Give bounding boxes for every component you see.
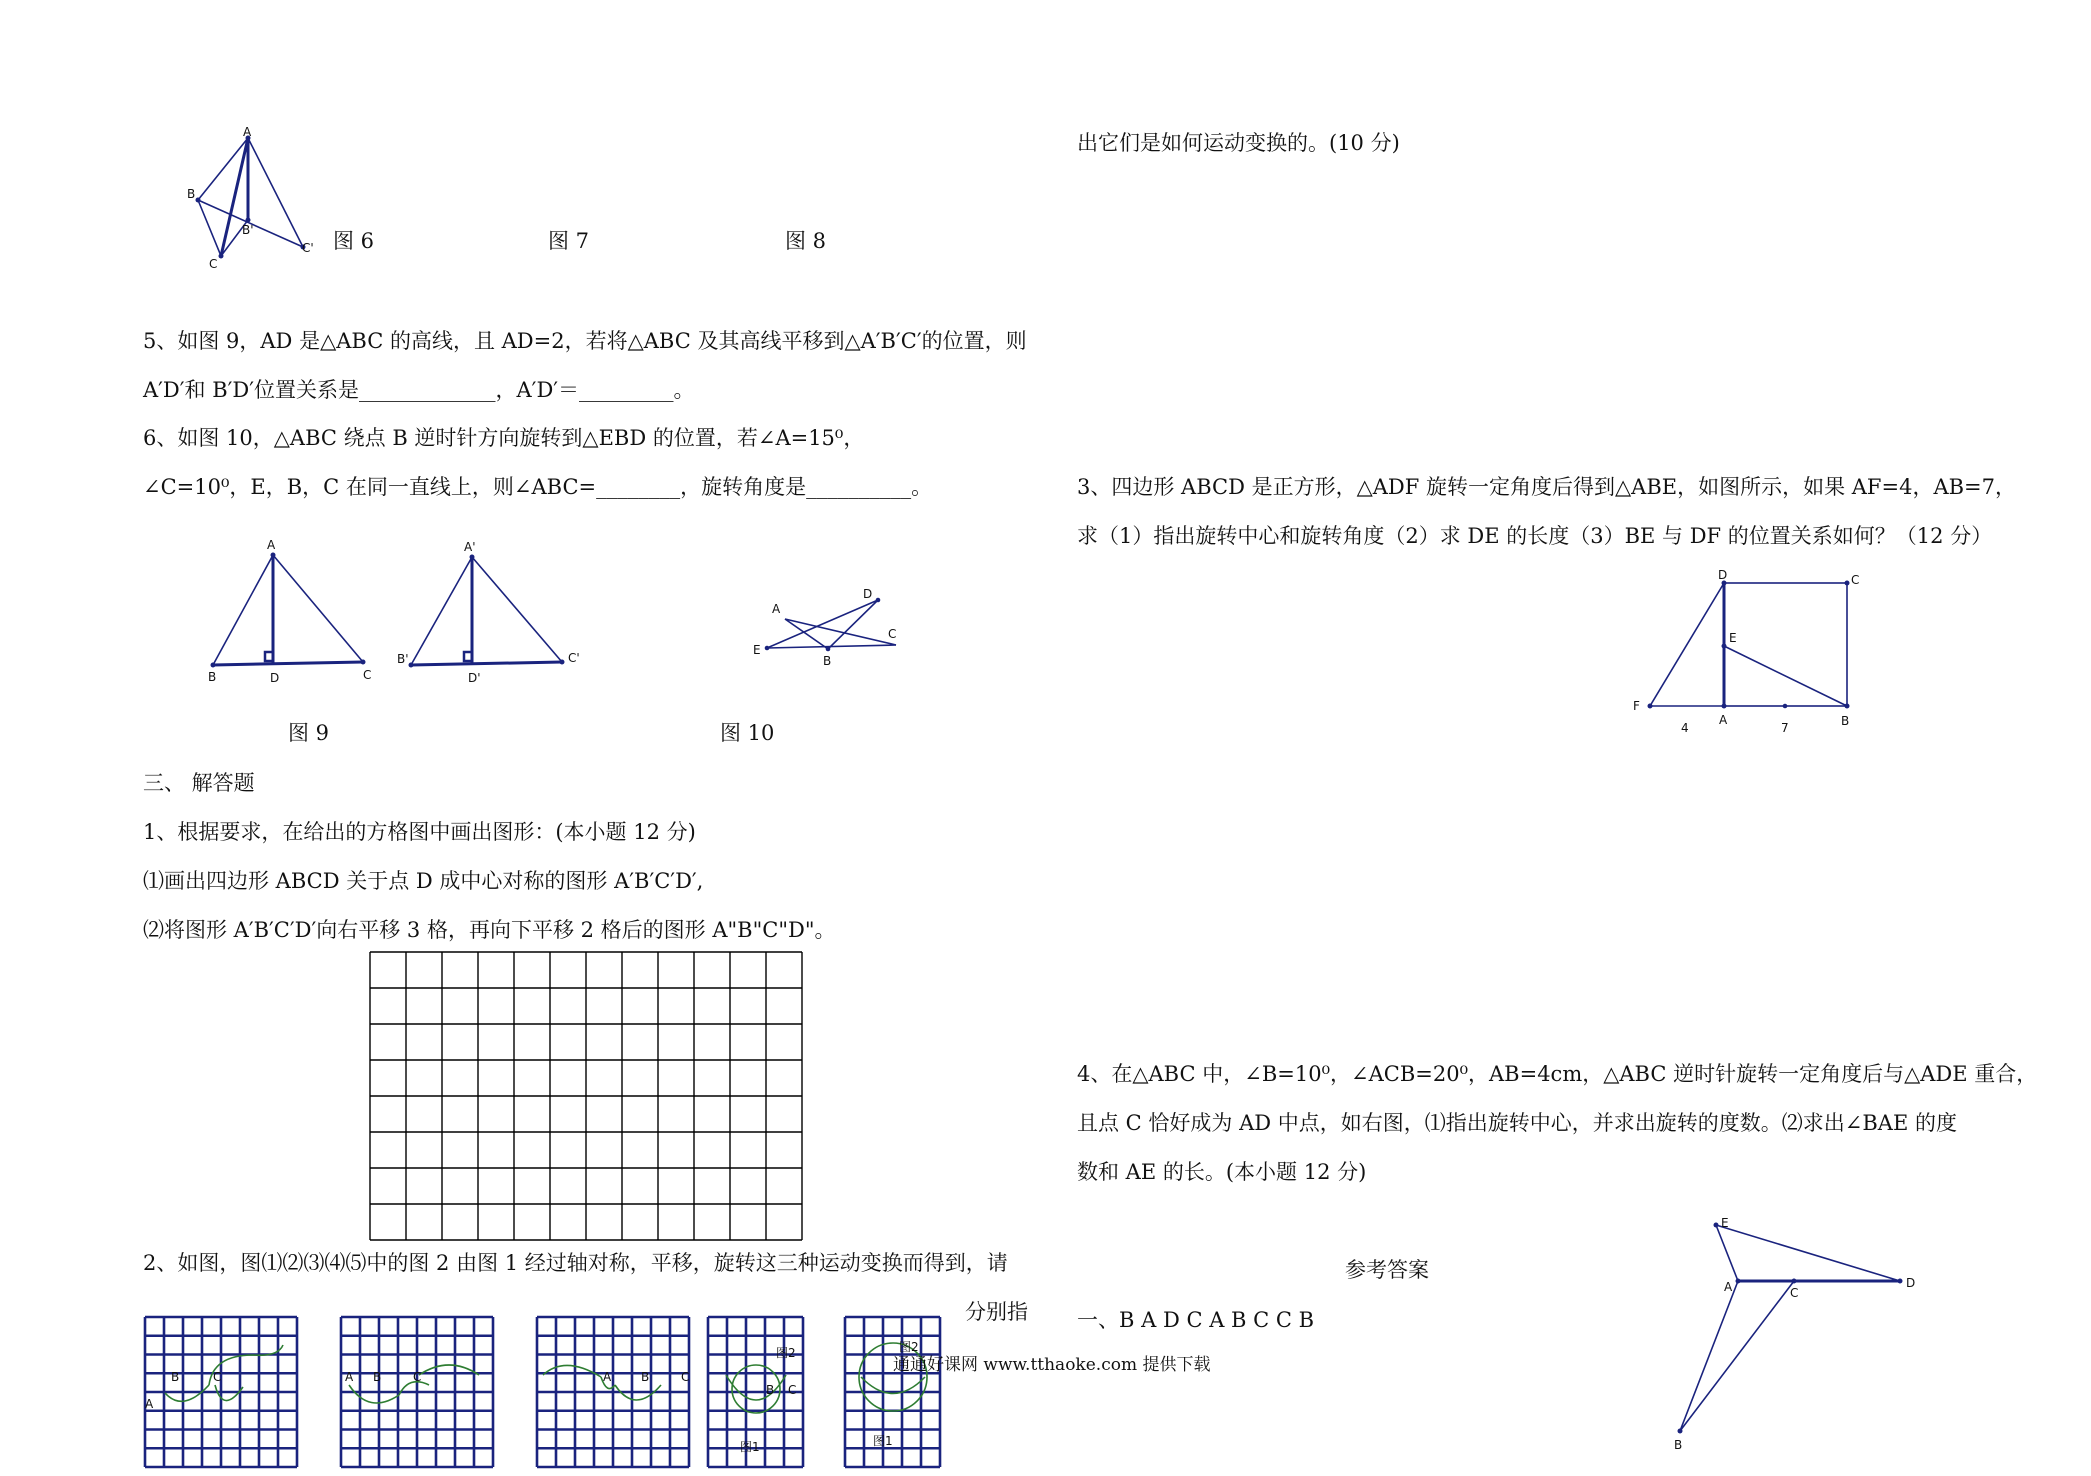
fig8-caption: 图 8 [785, 229, 827, 253]
p4-line1: 4、在△ABC 中，∠B=10⁰，∠ACB=20⁰，AB=4cm，△ABC 逆时针旋转一定角度后与△ADE 重合， [1077, 1062, 2038, 1086]
p1-line2: ⑴画出四边形 ABCD 关于点 D 成中心对称的图形 A′B′C′D′, [143, 869, 704, 893]
figure-6 [185, 125, 325, 278]
p4-line2: 且点 C 恰好成为 AD 中点，如右图，⑴指出旋转中心，并求出旋转的度数。⑵求出∠BAE 的度 [1077, 1111, 1957, 1135]
fig6-point-b: B [187, 187, 196, 201]
fig9-point-a-prime: A' [464, 540, 476, 554]
small-grid-5 [843, 1315, 943, 1471]
figure-10 [750, 585, 910, 675]
g2-point-c: C [413, 1370, 422, 1384]
g4-point-b: B [766, 1383, 775, 1397]
fig7-caption: 图 7 [548, 229, 590, 253]
small-grid-2 [339, 1315, 495, 1471]
g2-point-a: A [345, 1370, 354, 1384]
tri-point-a: A [1724, 1280, 1733, 1294]
g1-point-c: C [213, 1370, 222, 1384]
q5-line2: A′D′和 B′D′位置关系是_____________，A′D′＝_________。 [143, 378, 695, 402]
sq-point-b: B [1841, 714, 1850, 728]
fig9-point-b: B [208, 670, 217, 684]
fig6-point-c-prime: C' [302, 241, 314, 255]
g4-fig1-label: 图1 [740, 1440, 760, 1454]
sq-point-c: C [1851, 573, 1860, 587]
g3-point-c: C [681, 1370, 690, 1384]
fig6-point-b-prime: B' [242, 223, 254, 237]
fig6-point-c: C [209, 257, 218, 271]
fig6-point-a: A [243, 125, 252, 139]
sq-length-7: 7 [1781, 721, 1789, 735]
figure-triangle-ade-lines [1660, 1215, 1920, 1455]
g5-fig1-label: 图1 [873, 1434, 893, 1448]
tri-point-c: C [1790, 1286, 1799, 1300]
tri-point-b: B [1674, 1438, 1683, 1452]
fig10-point-b: B [823, 654, 832, 668]
answers-title: 参考答案 [1345, 1258, 1429, 1282]
p4-line3: 数和 AE 的长。(本小题 12 分) [1077, 1160, 1367, 1184]
g4-point-c: C [788, 1383, 797, 1397]
fig9-caption: 图 9 [288, 721, 330, 745]
section3-title: 三、 解答题 [143, 771, 255, 795]
fig10-point-d: D [863, 587, 873, 601]
q6-line1: 6、如图 10，△ABC 绕点 B 逆时针方向旋转到△EBD 的位置，若∠A=15⁰， [143, 426, 865, 450]
fig6-caption: 图 6 [333, 229, 375, 253]
g3-point-b: B [641, 1370, 650, 1384]
p2-line3: 出它们是如何运动变换的。(10 分) [1077, 131, 1400, 155]
fig9-point-d-prime: D' [468, 671, 481, 685]
fig10-caption: 图 10 [720, 721, 775, 745]
g1-point-a: A [145, 1397, 154, 1411]
small-grid-3 [535, 1315, 691, 1471]
small-grid-1 [143, 1315, 299, 1471]
answers-line1: 一、B A D C A B C C B [1077, 1308, 1315, 1332]
g4-fig2-label: 图2 [776, 1346, 796, 1360]
sq-point-e: E [1729, 631, 1737, 645]
fig9-point-a: A [267, 538, 276, 552]
fig10-point-e: E [753, 643, 761, 657]
sq-length-4: 4 [1681, 721, 1689, 735]
fig10-point-c: C [888, 627, 897, 641]
fig9-point-b-prime: B' [397, 652, 409, 666]
fig9-point-d: D [270, 671, 280, 685]
fig9-point-c-prime: C' [568, 651, 580, 665]
answer-grid[interactable] [370, 952, 802, 1240]
g2-point-b: B [373, 1370, 382, 1384]
p1-line3: ⑵将图形 A′B′C′D′向右平移 3 格，再向下平移 2 格后的图形 A"B"C"D"。 [143, 918, 836, 942]
fig9-point-c: C [363, 668, 372, 682]
p3-line1: 3、四边形 ABCD 是正方形，△ADF 旋转一定角度后得到△ABE，如图所示，如果 AF=4，AB=7， [1077, 475, 2016, 499]
p2-line1: 2、如图，图⑴⑵⑶⑷⑸中的图 2 由图 1 经过轴对称，平移，旋转这三种运动变换而得到，请 [143, 1251, 1008, 1275]
q5-line1: 5、如图 9，AD 是△ABC 的高线，且 AD=2，若将△ABC 及其高线平移到△A′B′C′的位置，则 [143, 329, 1027, 353]
sq-point-f: F [1633, 699, 1640, 713]
p1-line1: 1、根据要求，在给出的方格图中画出图形：(本小题 12 分) [143, 820, 696, 844]
q6-line2: ∠C=10⁰，E，B，C 在同一直线上，则∠ABC=________，旋转角度是__________。 [143, 475, 933, 499]
g3-point-a: A [603, 1370, 612, 1384]
fig10-point-a: A [772, 602, 781, 616]
sq-point-a: A [1719, 713, 1728, 727]
small-grid-4 [706, 1315, 806, 1471]
tri-point-d: D [1906, 1276, 1916, 1290]
figure-square-abcd [1625, 570, 1865, 740]
p2-line2: 分别指 [965, 1300, 1028, 1324]
footer-source: 通通好课网 www.tthaoke.com 提供下载 [893, 1355, 1211, 1375]
figure-9 [200, 535, 600, 695]
g5-fig2-label: 图2 [899, 1340, 919, 1354]
tri-point-e: E [1721, 1216, 1729, 1230]
g1-point-b: B [171, 1370, 180, 1384]
p3-line2: 求（1）指出旋转中心和旋转角度（2）求 DE 的长度（3）BE 与 DF 的位置关系如何？（12 分） [1077, 524, 1993, 548]
sq-point-d: D [1718, 568, 1728, 582]
